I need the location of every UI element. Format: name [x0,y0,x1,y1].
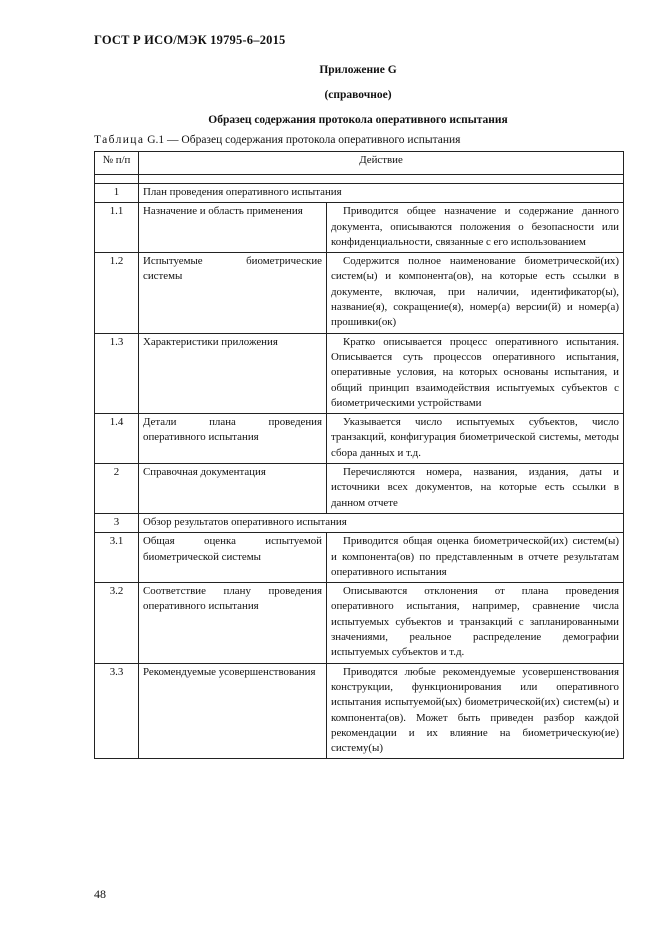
row-description: Перечисляются номера, названия, издания, даты и источники всех документов, на которые есть ссылки в данном отчете [327,464,624,514]
report-content-table [94,151,624,759]
table-row [95,583,624,663]
table-row [95,203,624,253]
table-row [95,464,624,514]
row-title: План проведения оперативного испытания [139,184,624,203]
table-row [95,184,624,203]
table-caption [94,134,460,146]
table-row [95,414,624,464]
row-number: 3.1 [95,533,139,583]
gap-cell [95,175,139,184]
row-number: 1 [95,184,139,203]
appendix-title: Приложение G [319,64,397,76]
row-description: Описываются отклонения от плана проведения оперативного испытания, например, сравнение числа испытуемых субъектов и транзакций с запланированными значениями, реальное распределение демографии испытуемых субъектов и т.д. [327,583,624,663]
table-row [95,333,624,413]
row-description: Приводится общая оценка биометрической(их) систем(ы) и компонента(ов) по представленным в отчете результатам оперативного испытания [327,533,624,583]
row-title: Обзор результатов оперативного испытания [139,513,624,532]
row-title: Соответствие плану проведения оперативного испытания [139,583,327,663]
row-title: Рекомендуемые усовершенствования [139,663,327,759]
page-number: 48 [94,887,106,901]
appendix-title-block [94,64,622,127]
row-number: 3.2 [95,583,139,663]
column-header-number: № п/п [95,152,139,175]
table-header-row [95,152,624,175]
table-row [95,253,624,333]
row-title: Общая оценка испытуемой биометрической системы [139,533,327,583]
table-caption-text: G.1 — Образец содержания протокола оперативного испытания [144,134,461,146]
row-number: 3.3 [95,663,139,759]
row-description: Кратко описывается процесс оперативного испытания. Описывается суть процессов оперативного испытания, оперативные условия, на которых основаны испытания, и общий принцип взаимодействия испытуемых субъектов с биометрическими устройствами [327,333,624,413]
row-number: 1.2 [95,253,139,333]
document-header: ГОСТ Р ИСО/МЭК 19795-6–2015 [94,33,286,47]
row-title: Назначение и область применения [139,203,327,253]
table-row [95,533,624,583]
row-number: 1.4 [95,414,139,464]
row-description: Содержится полное наименование биометрической(их) систем(ы) и компонента(ов), на которые есть ссылки в документе, включая, при наличии, идентификатор(ы), название(я), сокращение(я), номер(а) версии(й) и номер(а) прошивки(ок) [327,253,624,333]
column-header-action: Действие [139,152,624,175]
appendix-subtitle: (справочное) [324,89,392,101]
row-title: Характеристики приложения [139,333,327,413]
row-title: Испытуемые биометрические системы [139,253,327,333]
row-number: 1.3 [95,333,139,413]
table-caption-prefix: Таблица [94,134,145,146]
row-description: Приводятся любые рекомендуемые усовершенствования конструкции, функционирования или оперативного испытания испытуемой(ых) биометрической(их) систем(ы) и компонента(ов). Может быть приведен разбор каждой рекомендации и их влияние на биометрическую(ие) систему(ы) [327,663,624,759]
table-gap-row [95,175,624,184]
row-title: Справочная документация [139,464,327,514]
table-row [95,513,624,532]
gap-cell [139,175,624,184]
row-number: 3 [95,513,139,532]
row-title: Детали плана проведения оперативного испытания [139,414,327,464]
row-number: 1.1 [95,203,139,253]
row-description: Приводится общее назначение и содержание данного документа, описываются положения о безопасности или конфиденциальности, связанные с его использованием [327,203,624,253]
row-number: 2 [95,464,139,514]
appendix-heading: Образец содержания протокола оперативного испытания [208,114,508,126]
table-row [95,663,624,759]
row-description: Указывается число испытуемых субъектов, число транзакций, конфигурация биометрической системы, методы сбора данных и т.д. [327,414,624,464]
